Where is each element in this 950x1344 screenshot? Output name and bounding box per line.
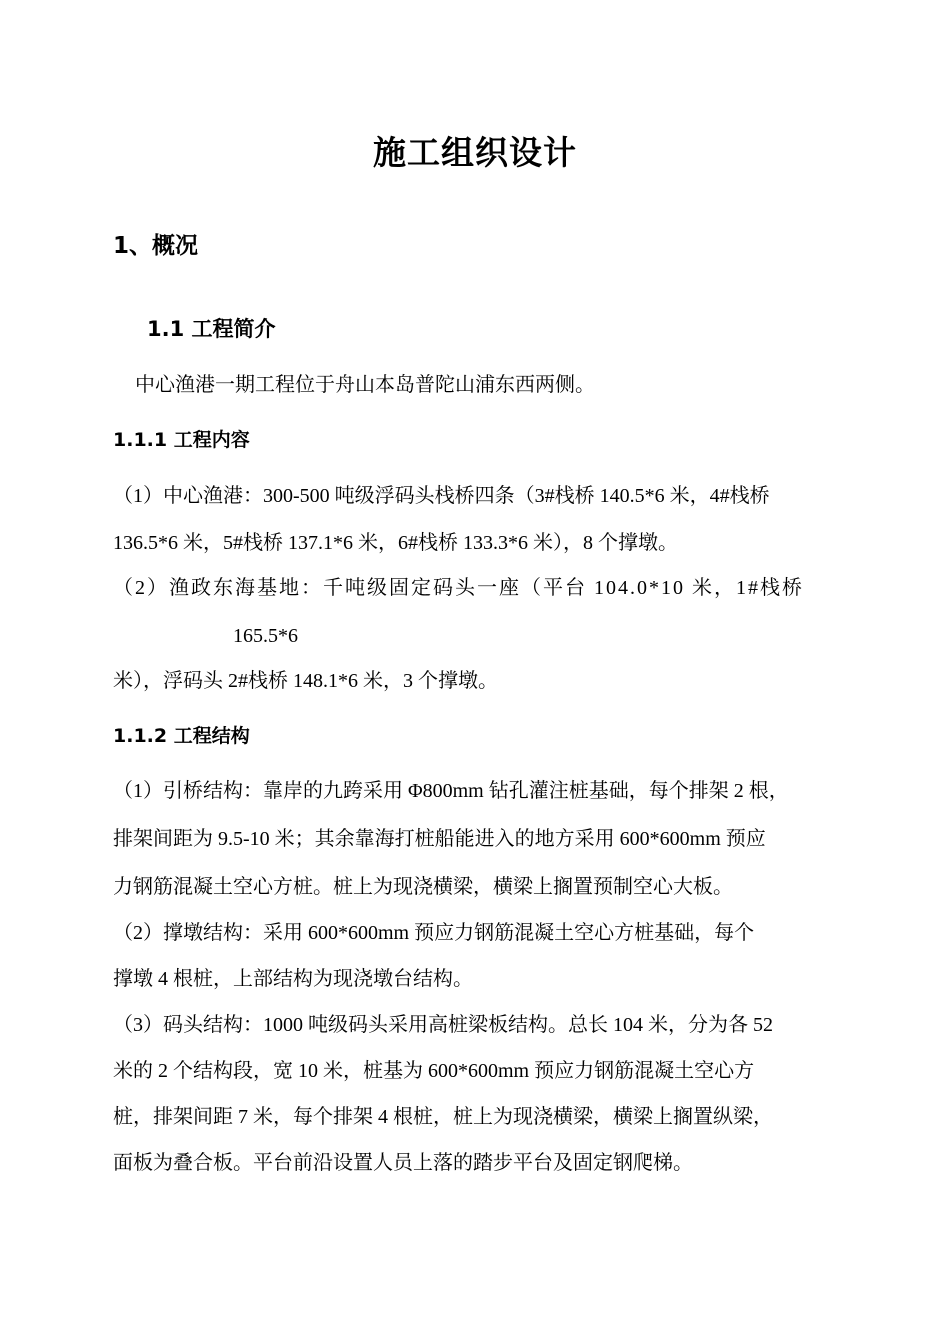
content-line-2: 136.5*6 米，5#栈桥 137.1*6 米，6#栈桥 133.3*6 米），8 个撑墩。 — [113, 532, 678, 554]
structure-line-1: （1）引桥结构：靠岸的九跨采用 Φ800mm 钻孔灌注桩基础，每个排架 2 根， — [113, 780, 789, 802]
section-heading-project-intro: 1.1 工程简介 — [147, 317, 276, 341]
section-heading-project-content: 1.1.1 工程内容 — [113, 429, 250, 451]
page-title: 施工组织设计 — [373, 133, 577, 172]
structure-line-2: 排架间距为 9.5-10 米；其余靠海打桩船能进入的地方采用 600*600mm 预应 — [113, 828, 766, 850]
content-line-4: 165.5*6 — [233, 625, 298, 647]
content-line-1: （1）中心渔港：300-500 吨级浮码头栈桥四条（3#栈桥 140.5*6 米，4#栈桥 — [113, 485, 770, 507]
structure-line-8: 桩，排架间距 7 米，每个排架 4 根桩，桩上为现浇横梁，横梁上搁置纵梁， — [113, 1106, 773, 1128]
structure-line-9: 面板为叠合板。平台前沿设置人员上落的踏步平台及固定钢爬梯。 — [113, 1152, 693, 1174]
structure-line-6: （3）码头结构：1000 吨级码头采用高桩梁板结构。总长 104 米，分为各 52 — [113, 1014, 773, 1036]
structure-line-3: 力钢筋混凝土空心方桩。桩上为现浇横梁，横梁上搁置预制空心大板。 — [113, 876, 733, 898]
structure-line-4: （2）撑墩结构：采用 600*600mm 预应力钢筋混凝土空心方桩基础，每个 — [113, 922, 755, 944]
section-heading-overview: 1、概况 — [113, 233, 199, 259]
content-line-3: （2）渔政东海基地：千吨级固定码头一座（平台 104.0*10 米，1#栈桥 — [113, 577, 804, 599]
intro-paragraph: 中心渔港一期工程位于舟山本岛普陀山浦东西两侧。 — [135, 374, 595, 396]
structure-line-7: 米的 2 个结构段，宽 10 米，桩基为 600*600mm 预应力钢筋混凝土空心方 — [113, 1060, 755, 1082]
structure-line-5: 撑墩 4 根桩，上部结构为现浇墩台结构。 — [113, 968, 473, 990]
section-heading-project-structure: 1.1.2 工程结构 — [113, 725, 250, 747]
content-line-5: 米），浮码头 2#栈桥 148.1*6 米，3 个撑墩。 — [113, 670, 498, 692]
